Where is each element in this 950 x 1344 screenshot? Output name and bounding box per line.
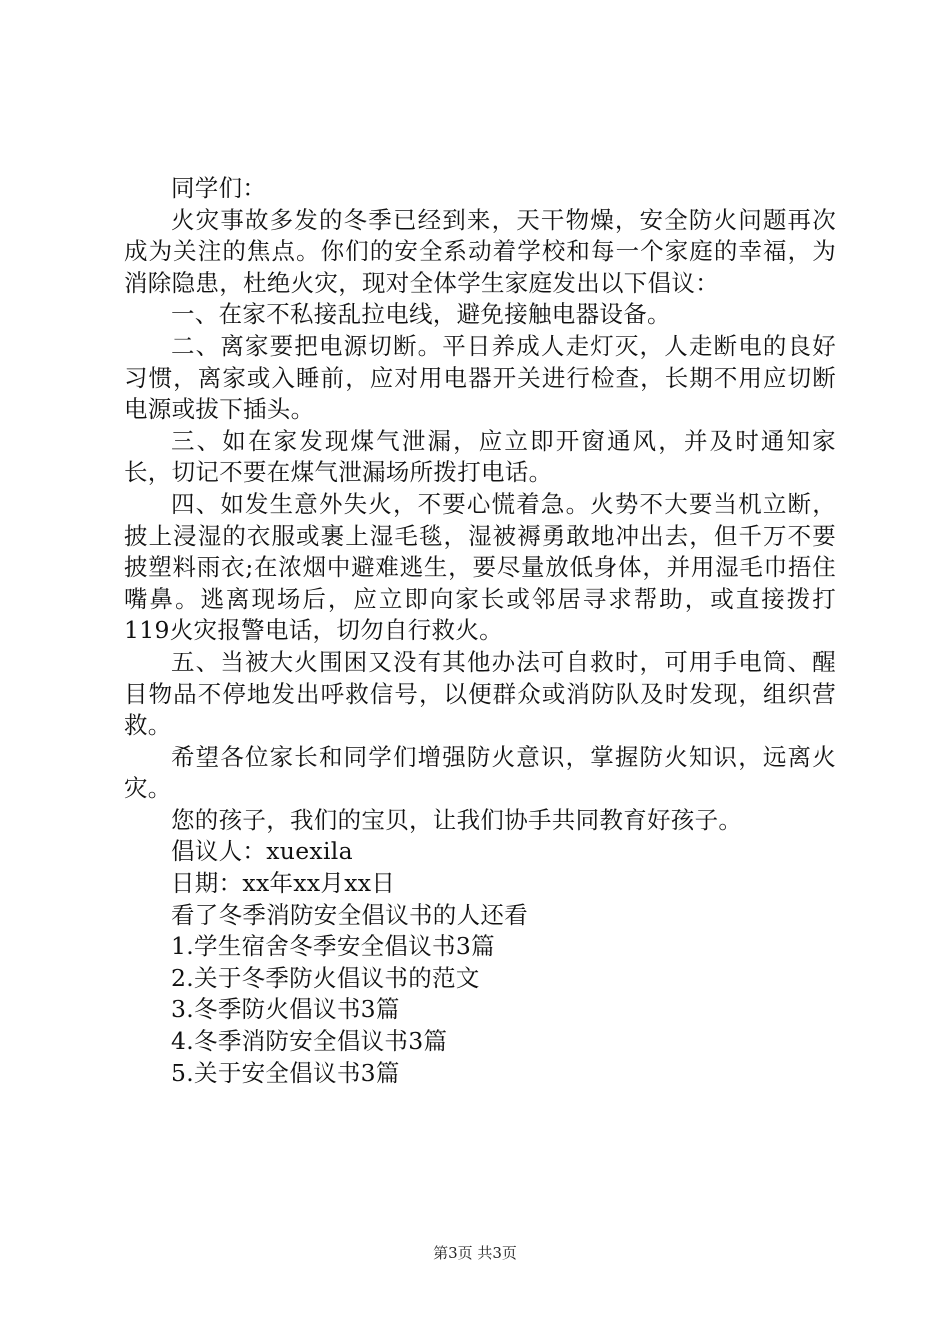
salutation: 同学们： (171, 174, 267, 202)
closing-slogan: 您的孩子，我们的宝贝，让我们协手共同教育好孩子。 (171, 805, 743, 834)
proposal-item-2: 二、离家要把电源切断。平日养成人走灯灭，人走断电的良好习惯，离家或入睡前，应对用电器开关进行检查，长期不用应切断电源或拔下插头。 (124, 331, 836, 424)
page-footer: 第3页 共3页 (433, 1244, 517, 1262)
intro-paragraph: 火灾事故多发的冬季已经到来，天干物燥，安全防火问题再次成为关注的焦点。你们的安全系动着学校和每一个家庭的幸福，为消除隐患，杜绝火灾，现对全体学生家庭发出以下倡议： (124, 205, 836, 297)
related-item: 1.学生宿舍冬季安全倡议书3篇 (171, 932, 495, 961)
date-line: 日期：xx年xx月xx日 (171, 869, 396, 898)
proposal-item-1: 一、在家不私接乱拉电线，避免接触电器设备。 (171, 300, 671, 329)
proposal-item-4: 四、如发生意外失火，不要心慌着急。火势不大要当机立断，披上浸湿的衣服或裹上湿毛毯，湿被褥勇敢地冲出去，但千万不要披塑料雨衣;在浓烟中避难逃生，要尽量放低身体，并用湿毛巾捂住嘴鼻。逃离现场后，应立即向家长或邻居寻求帮助，或直接拨打119火灾报警电话，切勿自行救火。 (124, 489, 836, 645)
document-body (124, 173, 836, 1089)
closing-paragraph: 希望各位家长和同学们增强防火意识，掌握防火知识，远离火灾。 (124, 742, 836, 803)
proposal-item-5: 五、当被大火围困又没有其他办法可自救时，可用手电筒、醒目物品不停地发出呼救信号，以便群众或消防队及时发现，组织营救。 (124, 647, 836, 740)
related-item: 4.冬季消防安全倡议书3篇 (171, 1027, 448, 1056)
proposal-item-3: 三、如在家发现煤气泄漏，应立即开窗通风，并及时通知家长，切记不要在煤气泄漏场所拨打电话。 (124, 426, 836, 487)
related-item: 3.冬季防火倡议书3篇 (171, 995, 400, 1024)
proposer-line: 倡议人：xuexila (171, 837, 353, 866)
related-item: 5.关于安全倡议书3篇 (171, 1058, 400, 1087)
related-item: 2.关于冬季防火倡议书的范文 (171, 963, 480, 992)
related-heading: 看了冬季消防安全倡议书的人还看 (171, 900, 528, 929)
